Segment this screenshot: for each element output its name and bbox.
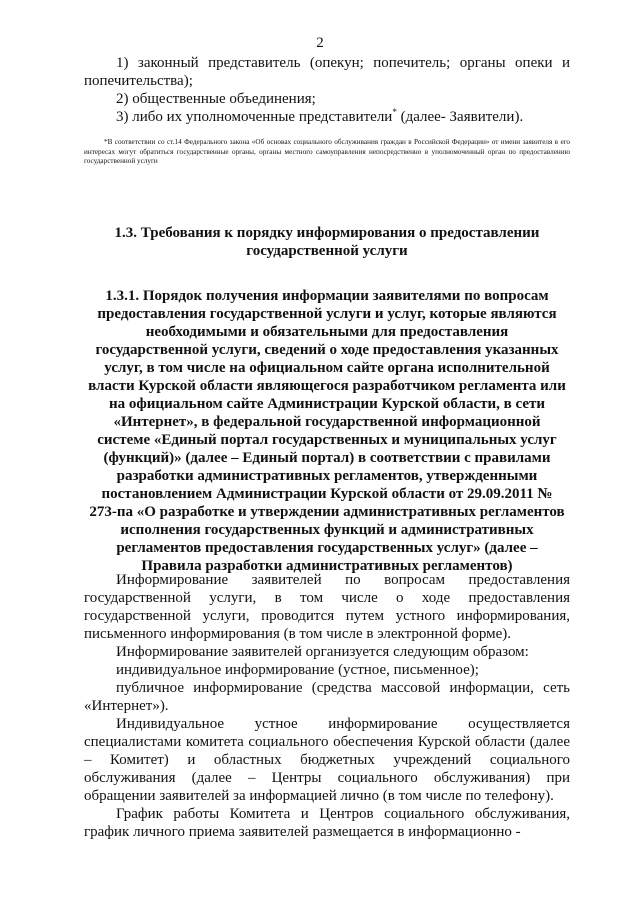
footnote: *В соответствии со ст.14 Федерального закона «Об основах социального обслуживания граждан в Российской Федерации» от имени заявителя в его интересах могут обратиться государственные органы, органы местного самоуправления непосредственно в уполномоченный орган по предоставлению государственной услуги bbox=[84, 138, 570, 165]
body-paragraph-1: Информирование заявителей по вопросам предоставления государственной услуги, в том числе о ходе предоставления государственной услуги, проводится путем устного информирования, письменного информирования (в том числе в электронной форме). bbox=[84, 572, 570, 642]
list-item-authorized-representatives bbox=[84, 108, 570, 126]
body-paragraph-5: Индивидуальное устное информирование осуществляется специалистами комитета социального обеспечения Курской области (далее – Комитет) и областных бюджетных учреждений социального обслуживания (далее – Центры социального обслуживания) при обращении заявителей за информацией лично (в том числе по телефону). bbox=[84, 716, 570, 804]
list-item-public-associations: 2) общественные объединения; bbox=[116, 91, 316, 107]
applicant-list bbox=[84, 54, 570, 126]
body-paragraph-2: Информирование заявителей организуется следующим образом: bbox=[116, 644, 529, 660]
section-heading bbox=[84, 224, 570, 260]
list-item-text: 3) либо их уполномоченные представители bbox=[116, 109, 393, 125]
subsection-heading: 1.3.1. Порядок получения информации заявителями по вопросам предоставления государственной услуги и услуг, которые являются необходимыми и обязательными для предоставления государственной услуги, сведений о ходе предоставления указанных услуг, в том числе на официальном сайте органа исполнительной власти Курской области являющегося разработчиком регламента или на официальном сайте Администрации Курской области, в сети «Интернет», в федеральной государственной информационной системе «Единый портал государственных и муниципальных услуг (функций)» (далее – Единый портал) в соответствии с правилами разработки административных регламентов, утвержденными постановлением Администрации Курской области от 29.09.2011 № 273-па «О разработке и утверждении административных регламентов исполнения государственных функций и административных регламентов предоставления государственных услуг» (далее – Правила разработки административных регламентов) bbox=[88, 288, 566, 574]
footnote-marker: * bbox=[392, 107, 397, 117]
page-number: 2 bbox=[316, 35, 324, 51]
body-text bbox=[84, 571, 570, 841]
list-item-tail: (далее- Заявители). bbox=[396, 109, 524, 125]
body-paragraph-3: индивидуальное информирование (устное, письменное); bbox=[116, 662, 479, 678]
body-paragraph-4: публичное информирование (средства массовой информации, сеть «Интернет»). bbox=[84, 680, 570, 714]
section-heading-line-2: государственной услуги bbox=[246, 243, 408, 259]
body-paragraph-6: График работы Комитета и Центров социального обслуживания, график личного приема заявителей размещается в информационно - bbox=[84, 806, 570, 840]
section-heading-line-1: 1.3. Требования к порядку информирования о предоставлении bbox=[114, 225, 540, 241]
list-item-legal-representative: 1) законный представитель (опекун; попечитель; органы опеки и попечительства); bbox=[84, 55, 570, 89]
